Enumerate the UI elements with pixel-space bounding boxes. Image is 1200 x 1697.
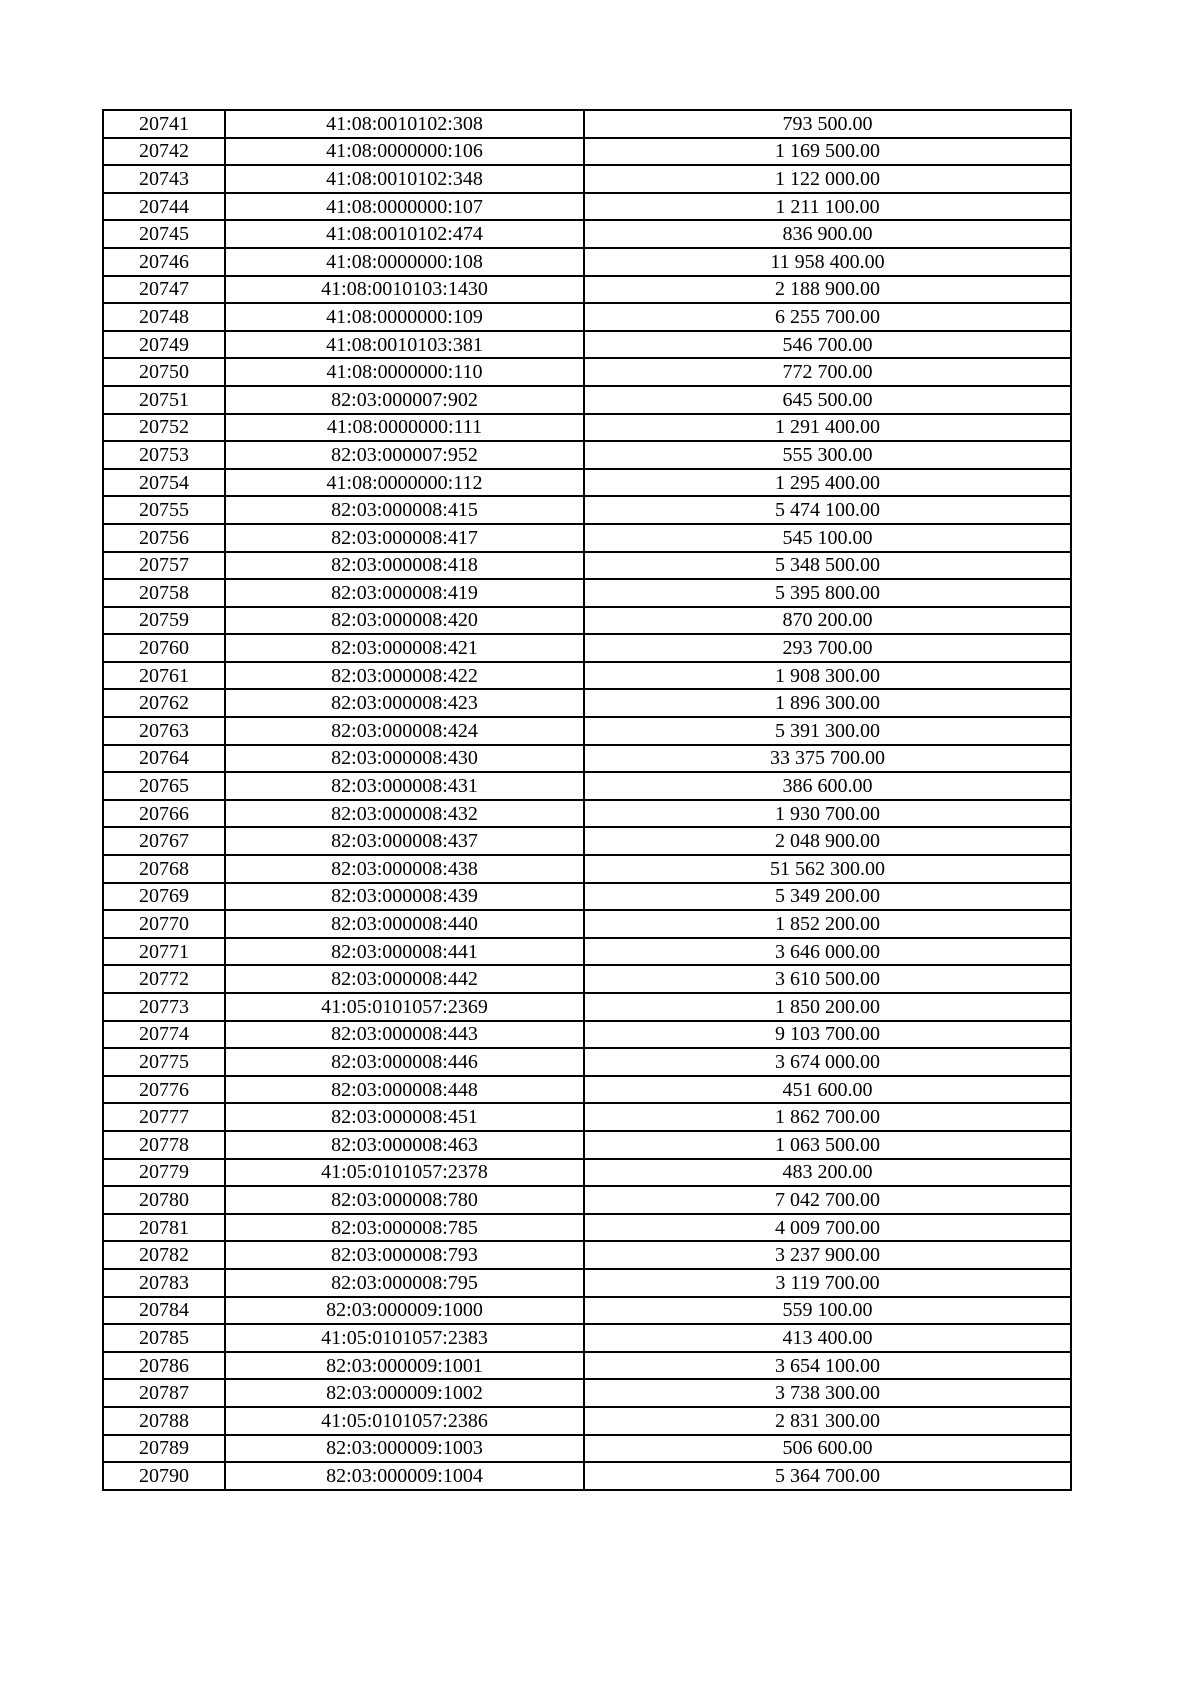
- cadastral-number-cell: 82:03:000008:431: [225, 772, 584, 800]
- cadastral-number-cell: 82:03:000008:451: [225, 1103, 584, 1131]
- cadastral-number-cell: 82:03:000007:902: [225, 386, 584, 414]
- row-number-cell: 20784: [103, 1297, 225, 1325]
- row-number-cell: 20785: [103, 1324, 225, 1352]
- table-row: [103, 745, 1071, 773]
- cadastral-value-cell: 6 255 700.00: [584, 303, 1071, 331]
- cadastral-number-cell: 41:08:0010102:348: [225, 165, 584, 193]
- row-number-cell: 20777: [103, 1103, 225, 1131]
- row-number-cell: 20779: [103, 1159, 225, 1187]
- row-number-cell: 20768: [103, 855, 225, 883]
- table-row: [103, 938, 1071, 966]
- cadastral-number-cell: 82:03:000008:423: [225, 689, 584, 717]
- table-row: [103, 717, 1071, 745]
- cadastral-value-cell: 559 100.00: [584, 1297, 1071, 1325]
- row-number-cell: 20769: [103, 883, 225, 911]
- cadastral-number-cell: 41:05:0101057:2383: [225, 1324, 584, 1352]
- row-number-cell: 20747: [103, 276, 225, 304]
- table-row: [103, 634, 1071, 662]
- row-number-cell: 20748: [103, 303, 225, 331]
- cadastral-value-cell: 1 896 300.00: [584, 689, 1071, 717]
- cadastral-number-cell: 82:03:000008:419: [225, 579, 584, 607]
- row-number-cell: 20780: [103, 1186, 225, 1214]
- table-row: [103, 524, 1071, 552]
- cadastral-number-cell: 82:03:000009:1003: [225, 1435, 584, 1463]
- cadastral-number-cell: 41:08:0000000:107: [225, 193, 584, 221]
- cadastral-number-cell: 82:03:000008:422: [225, 662, 584, 690]
- cadastral-value-cell: 1 169 500.00: [584, 138, 1071, 166]
- table-row: [103, 193, 1071, 221]
- cadastral-value-cell: 5 474 100.00: [584, 496, 1071, 524]
- row-number-cell: 20789: [103, 1435, 225, 1463]
- table-row: [103, 1076, 1071, 1104]
- table-row: [103, 1352, 1071, 1380]
- table-row: [103, 1297, 1071, 1325]
- row-number-cell: 20742: [103, 138, 225, 166]
- cadastral-value-cell: 1 063 500.00: [584, 1131, 1071, 1159]
- cadastral-value-cell: 5 364 700.00: [584, 1462, 1071, 1490]
- cadastral-number-cell: 41:08:0010103:381: [225, 331, 584, 359]
- cadastral-value-cell: 11 958 400.00: [584, 248, 1071, 276]
- table-row: [103, 993, 1071, 1021]
- row-number-cell: 20759: [103, 607, 225, 635]
- row-number-cell: 20766: [103, 800, 225, 828]
- cadastral-number-cell: 82:03:000008:437: [225, 827, 584, 855]
- table-row: [103, 855, 1071, 883]
- table-row: [103, 883, 1071, 911]
- cadastral-number-cell: 41:08:0010102:308: [225, 110, 584, 138]
- table-row: [103, 607, 1071, 635]
- cadastral-number-cell: 82:03:000008:439: [225, 883, 584, 911]
- cadastral-number-cell: 82:03:000008:448: [225, 1076, 584, 1104]
- cadastral-number-cell: 82:03:000008:430: [225, 745, 584, 773]
- cadastral-number-cell: 82:03:000008:432: [225, 800, 584, 828]
- cadastral-value-cell: 3 646 000.00: [584, 938, 1071, 966]
- cadastral-number-cell: 41:08:0000000:110: [225, 358, 584, 386]
- table-row: [103, 276, 1071, 304]
- table-row: [103, 1186, 1071, 1214]
- cadastral-value-cell: 7 042 700.00: [584, 1186, 1071, 1214]
- cadastral-value-cell: 2 048 900.00: [584, 827, 1071, 855]
- cadastral-value-cell: 5 395 800.00: [584, 579, 1071, 607]
- row-number-cell: 20744: [103, 193, 225, 221]
- cadastral-value-cell: 793 500.00: [584, 110, 1071, 138]
- cadastral-value-cell: 1 291 400.00: [584, 414, 1071, 442]
- row-number-cell: 20745: [103, 220, 225, 248]
- row-number-cell: 20764: [103, 745, 225, 773]
- cadastral-number-cell: 82:03:000008:446: [225, 1048, 584, 1076]
- cadastral-number-cell: 82:03:000008:442: [225, 965, 584, 993]
- row-number-cell: 20760: [103, 634, 225, 662]
- row-number-cell: 20783: [103, 1269, 225, 1297]
- cadastral-number-cell: 41:05:0101057:2369: [225, 993, 584, 1021]
- row-number-cell: 20765: [103, 772, 225, 800]
- table-row: [103, 1379, 1071, 1407]
- cadastral-value-cell: 413 400.00: [584, 1324, 1071, 1352]
- table-row: [103, 579, 1071, 607]
- table-row: [103, 965, 1071, 993]
- row-number-cell: 20767: [103, 827, 225, 855]
- table-row: [103, 303, 1071, 331]
- row-number-cell: 20749: [103, 331, 225, 359]
- row-number-cell: 20743: [103, 165, 225, 193]
- cadastral-number-cell: 82:03:000008:420: [225, 607, 584, 635]
- cadastral-value-cell: 3 119 700.00: [584, 1269, 1071, 1297]
- table-row: [103, 165, 1071, 193]
- cadastral-number-cell: 41:08:0000000:112: [225, 469, 584, 497]
- cadastral-value-cell: 451 600.00: [584, 1076, 1071, 1104]
- row-number-cell: 20790: [103, 1462, 225, 1490]
- cadastral-value-cell: 546 700.00: [584, 331, 1071, 359]
- cadastral-number-cell: 82:03:000009:1004: [225, 1462, 584, 1490]
- cadastral-number-cell: 41:08:0000000:111: [225, 414, 584, 442]
- row-number-cell: 20787: [103, 1379, 225, 1407]
- table-row: [103, 1462, 1071, 1490]
- cadastral-value-table: [102, 109, 1072, 1491]
- row-number-cell: 20754: [103, 469, 225, 497]
- cadastral-value-cell: 772 700.00: [584, 358, 1071, 386]
- table-row: [103, 1435, 1071, 1463]
- table-row: [103, 1324, 1071, 1352]
- table-row: [103, 1241, 1071, 1269]
- row-number-cell: 20750: [103, 358, 225, 386]
- table-row: [103, 772, 1071, 800]
- table-row: [103, 552, 1071, 580]
- table-row: [103, 248, 1071, 276]
- table-row: [103, 110, 1071, 138]
- cadastral-number-cell: 82:03:000008:415: [225, 496, 584, 524]
- table-row: [103, 1048, 1071, 1076]
- row-number-cell: 20782: [103, 1241, 225, 1269]
- cadastral-value-cell: 5 391 300.00: [584, 717, 1071, 745]
- cadastral-value-cell: 555 300.00: [584, 441, 1071, 469]
- row-number-cell: 20746: [103, 248, 225, 276]
- table-body: [103, 110, 1071, 1490]
- cadastral-number-cell: 41:08:0010102:474: [225, 220, 584, 248]
- cadastral-number-cell: 82:03:000008:795: [225, 1269, 584, 1297]
- cadastral-value-cell: 5 348 500.00: [584, 552, 1071, 580]
- row-number-cell: 20775: [103, 1048, 225, 1076]
- table-row: [103, 1407, 1071, 1435]
- cadastral-number-cell: 82:03:000008:463: [225, 1131, 584, 1159]
- table-row: [103, 386, 1071, 414]
- cadastral-value-cell: 33 375 700.00: [584, 745, 1071, 773]
- row-number-cell: 20763: [103, 717, 225, 745]
- cadastral-value-cell: 2 831 300.00: [584, 1407, 1071, 1435]
- cadastral-number-cell: 82:03:000008:443: [225, 1021, 584, 1049]
- row-number-cell: 20753: [103, 441, 225, 469]
- row-number-cell: 20786: [103, 1352, 225, 1380]
- cadastral-value-cell: 5 349 200.00: [584, 883, 1071, 911]
- cadastral-value-cell: 1 862 700.00: [584, 1103, 1071, 1131]
- row-number-cell: 20772: [103, 965, 225, 993]
- cadastral-number-cell: 82:03:000008:438: [225, 855, 584, 883]
- cadastral-number-cell: 82:03:000008:418: [225, 552, 584, 580]
- table-row: [103, 1131, 1071, 1159]
- cadastral-value-cell: 3 237 900.00: [584, 1241, 1071, 1269]
- table-row: [103, 910, 1071, 938]
- cadastral-number-cell: 82:03:000008:441: [225, 938, 584, 966]
- row-number-cell: 20757: [103, 552, 225, 580]
- row-number-cell: 20776: [103, 1076, 225, 1104]
- cadastral-value-cell: 1 930 700.00: [584, 800, 1071, 828]
- cadastral-value-cell: 2 188 900.00: [584, 276, 1071, 304]
- row-number-cell: 20752: [103, 414, 225, 442]
- cadastral-value-cell: 545 100.00: [584, 524, 1071, 552]
- table-row: [103, 138, 1071, 166]
- cadastral-value-cell: 506 600.00: [584, 1435, 1071, 1463]
- table-row: [103, 800, 1071, 828]
- cadastral-value-cell: 9 103 700.00: [584, 1021, 1071, 1049]
- table-row: [103, 331, 1071, 359]
- cadastral-value-cell: 1 852 200.00: [584, 910, 1071, 938]
- table-row: [103, 1103, 1071, 1131]
- table-row: [103, 414, 1071, 442]
- table-row: [103, 1159, 1071, 1187]
- table-row: [103, 441, 1071, 469]
- cadastral-value-cell: 645 500.00: [584, 386, 1071, 414]
- row-number-cell: 20758: [103, 579, 225, 607]
- table-row: [103, 358, 1071, 386]
- row-number-cell: 20755: [103, 496, 225, 524]
- row-number-cell: 20751: [103, 386, 225, 414]
- cadastral-number-cell: 82:03:000009:1002: [225, 1379, 584, 1407]
- table-row: [103, 1269, 1071, 1297]
- cadastral-number-cell: 41:08:0000000:108: [225, 248, 584, 276]
- table-row: [103, 662, 1071, 690]
- cadastral-number-cell: 82:03:000008:785: [225, 1214, 584, 1242]
- table-row: [103, 689, 1071, 717]
- row-number-cell: 20781: [103, 1214, 225, 1242]
- cadastral-number-cell: 41:08:0000000:106: [225, 138, 584, 166]
- cadastral-value-cell: 1 295 400.00: [584, 469, 1071, 497]
- cadastral-number-cell: 82:03:000008:440: [225, 910, 584, 938]
- cadastral-value-cell: 1 122 000.00: [584, 165, 1071, 193]
- cadastral-number-cell: 41:05:0101057:2386: [225, 1407, 584, 1435]
- cadastral-number-cell: 82:03:000009:1001: [225, 1352, 584, 1380]
- cadastral-value-cell: 386 600.00: [584, 772, 1071, 800]
- cadastral-number-cell: 82:03:000008:424: [225, 717, 584, 745]
- cadastral-value-cell: 870 200.00: [584, 607, 1071, 635]
- cadastral-number-cell: 82:03:000008:793: [225, 1241, 584, 1269]
- row-number-cell: 20773: [103, 993, 225, 1021]
- row-number-cell: 20778: [103, 1131, 225, 1159]
- row-number-cell: 20762: [103, 689, 225, 717]
- row-number-cell: 20761: [103, 662, 225, 690]
- cadastral-value-cell: 3 738 300.00: [584, 1379, 1071, 1407]
- table-row: [103, 827, 1071, 855]
- cadastral-value-cell: 293 700.00: [584, 634, 1071, 662]
- cadastral-number-cell: 82:03:000008:421: [225, 634, 584, 662]
- cadastral-value-cell: 836 900.00: [584, 220, 1071, 248]
- table-row: [103, 1021, 1071, 1049]
- cadastral-value-cell: 1 211 100.00: [584, 193, 1071, 221]
- cadastral-number-cell: 82:03:000008:417: [225, 524, 584, 552]
- table-row: [103, 469, 1071, 497]
- table-row: [103, 496, 1071, 524]
- cadastral-value-cell: 3 674 000.00: [584, 1048, 1071, 1076]
- cadastral-value-cell: 1 908 300.00: [584, 662, 1071, 690]
- table-row: [103, 1214, 1071, 1242]
- cadastral-number-cell: 41:08:0000000:109: [225, 303, 584, 331]
- row-number-cell: 20788: [103, 1407, 225, 1435]
- cadastral-value-cell: 3 610 500.00: [584, 965, 1071, 993]
- cadastral-value-cell: 4 009 700.00: [584, 1214, 1071, 1242]
- cadastral-value-cell: 1 850 200.00: [584, 993, 1071, 1021]
- cadastral-number-cell: 41:08:0010103:1430: [225, 276, 584, 304]
- cadastral-number-cell: 82:03:000008:780: [225, 1186, 584, 1214]
- cadastral-number-cell: 82:03:000007:952: [225, 441, 584, 469]
- cadastral-number-cell: 82:03:000009:1000: [225, 1297, 584, 1325]
- cadastral-value-cell: 51 562 300.00: [584, 855, 1071, 883]
- cadastral-value-cell: 483 200.00: [584, 1159, 1071, 1187]
- table-row: [103, 220, 1071, 248]
- row-number-cell: 20756: [103, 524, 225, 552]
- cadastral-number-cell: 41:05:0101057:2378: [225, 1159, 584, 1187]
- row-number-cell: 20771: [103, 938, 225, 966]
- row-number-cell: 20774: [103, 1021, 225, 1049]
- row-number-cell: 20770: [103, 910, 225, 938]
- row-number-cell: 20741: [103, 110, 225, 138]
- cadastral-value-cell: 3 654 100.00: [584, 1352, 1071, 1380]
